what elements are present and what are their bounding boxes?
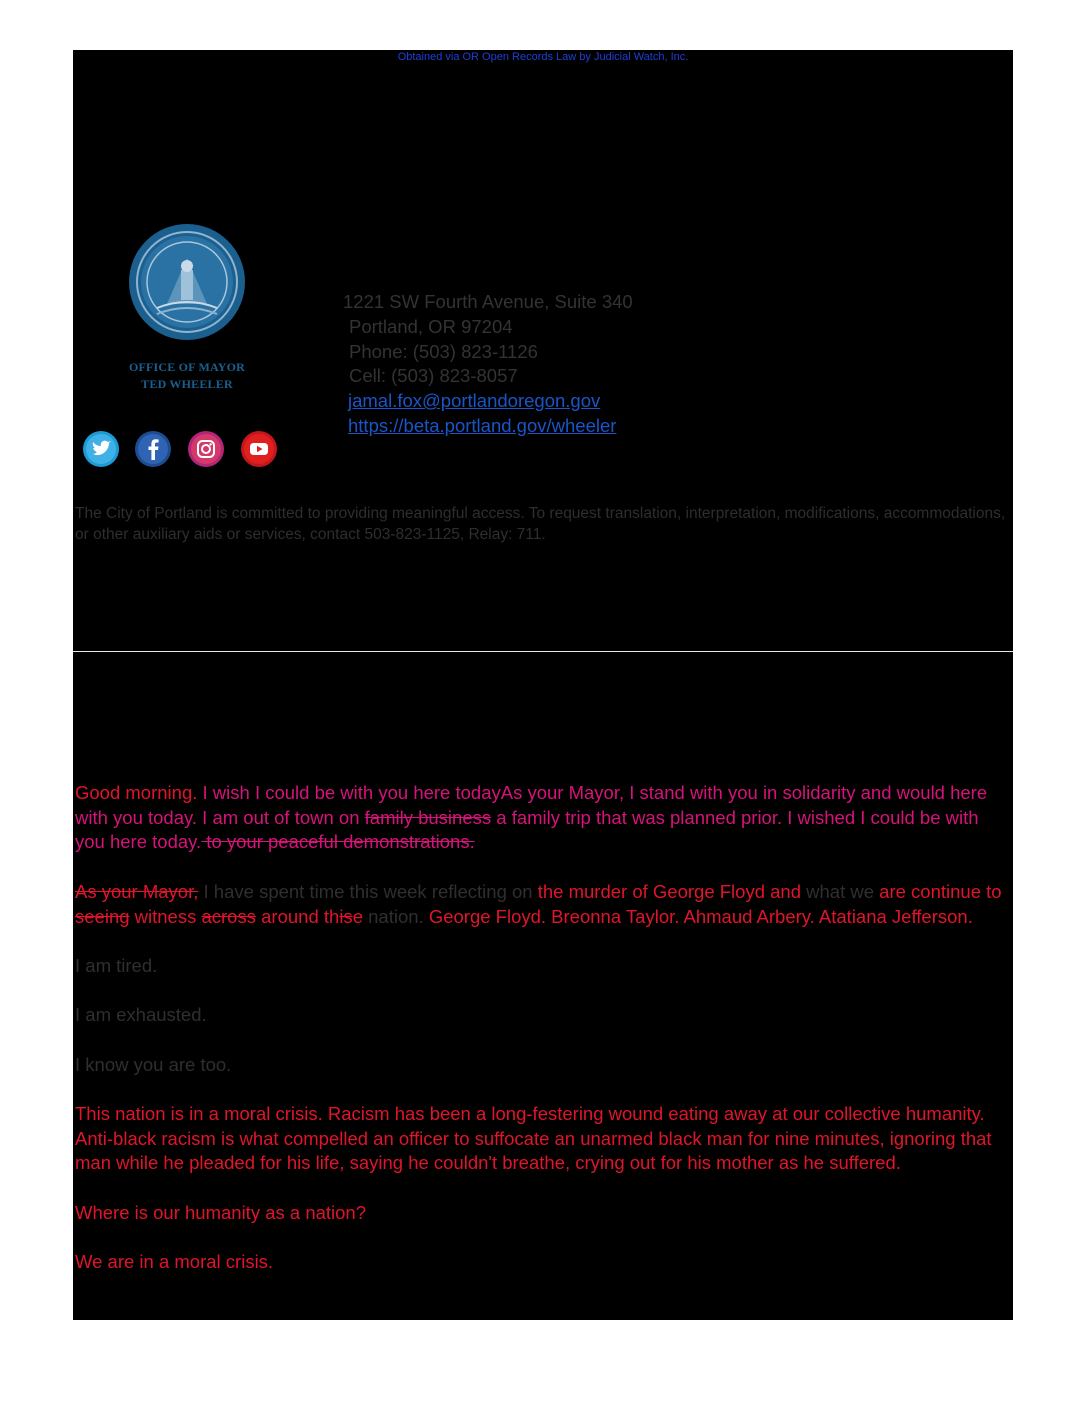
office-of-mayor-logo-text: OFFICE OF MAYOR TED WHEELER [128, 360, 246, 391]
cell-number: Cell: (503) 823-8057 [349, 365, 518, 387]
text-run: Good morning. [75, 782, 203, 803]
text-run: nation. [362, 905, 429, 927]
email-link[interactable]: jamal.fox@portlandoregon.gov [348, 390, 601, 412]
deleted-text: across [201, 905, 256, 927]
deleted-text: family business [364, 806, 492, 828]
city-address: Portland, OR 97204 [349, 315, 513, 337]
speech-paragraph: This nation is in a moral crisis. Racism has been a long-festering wound eating away at our collective humanity. Anti-black racism is what compelled an officer to suffocate an unarmed black man for nine minutes, ignoring that man while he pleaded for his life, saying he couldn't breathe, crying out for his mother as he suffered. [75, 1103, 992, 1174]
deleted-text: is [339, 905, 353, 927]
text-run: e [352, 905, 363, 927]
deleted-text: As your Mayor, [75, 880, 199, 902]
text-run: I have spent time this week reflecting on [198, 880, 538, 902]
website-link[interactable]: https://beta.portland.gov/wheeler [348, 414, 617, 436]
facebook-icon[interactable] [134, 430, 172, 468]
speech-paragraph: I am tired. [75, 954, 158, 976]
phone-number: Phone: (503) 823-1126 [349, 340, 538, 362]
youtube-icon[interactable] [240, 430, 278, 468]
twitter-icon[interactable] [82, 430, 120, 468]
text-run: a family trip that was planned prior. I wished I could be with you here today. [75, 806, 979, 853]
speech-paragraph: I am exhausted. [75, 1004, 207, 1026]
text-run: are continue to [879, 880, 1002, 902]
accessibility-notice: The City of Portland is committed to providing meaningful access. To request translation, interpretation, modifications, accommodations, or other auxiliary aids or services, contact 503-823-1125, Relay: 711. [75, 505, 1006, 543]
speech-paragraph [75, 781, 1005, 855]
speech-paragraph: Where is our humanity as a nation? [75, 1201, 367, 1223]
speech-paragraph [75, 880, 1005, 929]
speech-paragraph: I know you are too. [75, 1053, 232, 1075]
text-run: what we [801, 880, 880, 902]
text-run: As your Mayor, I stand with you in solidarity and would here with you today. I am out of town on [75, 782, 988, 828]
instagram-icon[interactable] [187, 430, 225, 468]
text-run: I wish I could be with you here today [202, 782, 501, 803]
text-run: the murder of George Floyd and [537, 880, 801, 902]
city-seal-logo [127, 222, 247, 342]
deleted-text: seeing [75, 905, 130, 927]
text-run: around th [255, 905, 340, 927]
speech-body [75, 781, 1005, 1300]
divider [73, 651, 1013, 652]
text-run: George Floyd. Breonna Taylor. Ahmaud Arbery. Atatiana Jefferson. [428, 905, 973, 927]
speech-paragraph: We are in a moral crisis. [75, 1251, 274, 1273]
deleted-text: to your peaceful demonstrations. [201, 831, 475, 853]
text-run: witness [129, 905, 202, 927]
watermark: Obtained via OR Open Records Law by Judicial Watch, Inc. [397, 51, 689, 63]
street-address: 1221 SW Fourth Avenue, Suite 340 [343, 291, 633, 312]
document-page [73, 50, 1013, 1320]
contact-block [343, 290, 633, 439]
